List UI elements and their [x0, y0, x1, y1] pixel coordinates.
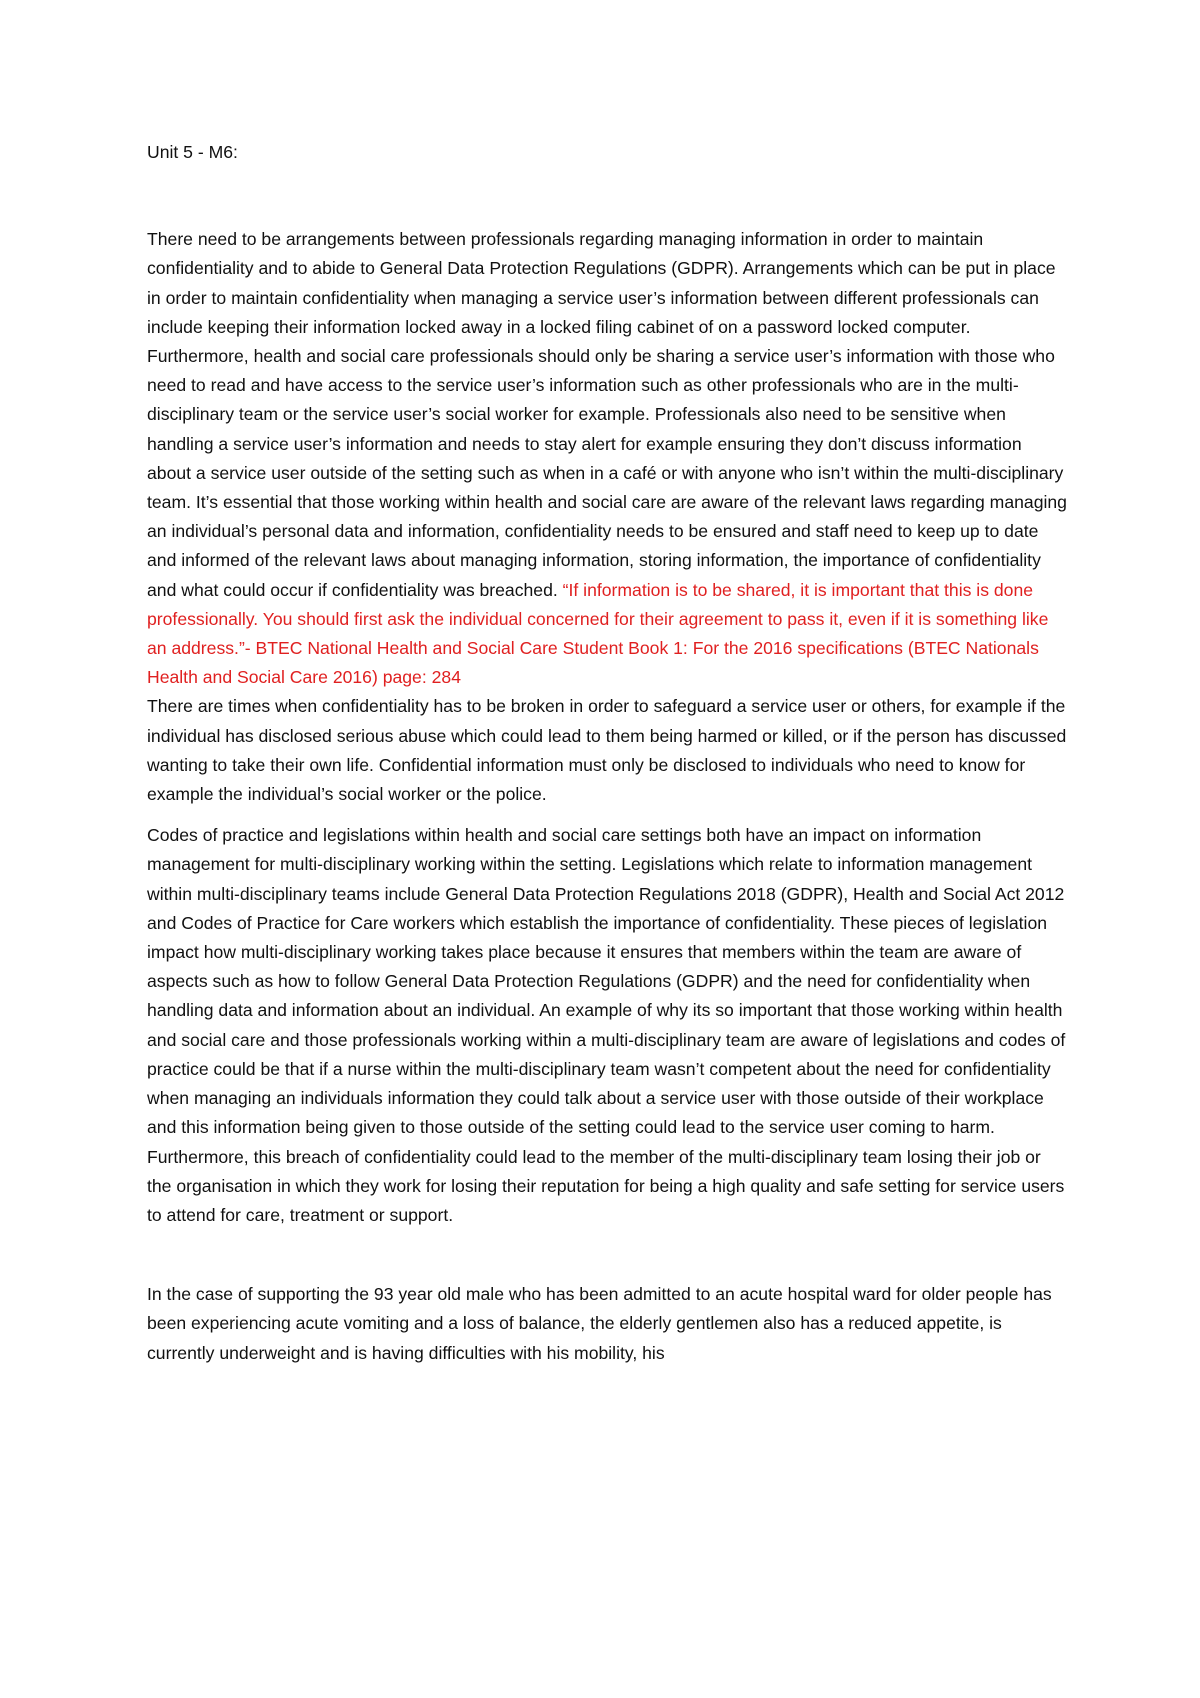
paragraph-case-study: In the case of supporting the 93 year old male who has been admitted to an acute hospital ward for older people has been experiencing acute vomiting and a loss of balance, the elderly gentlemen also has a reduced appetite, is currently underweight and is having difficulties with his mobility, his: [147, 1284, 1052, 1363]
paragraph-text: There need to be arrangements between professionals regarding managing information in order to maintain confidentiality and to abide to General Data Protection Regulations (GDPR). Arrangements which can be put in place in order to maintain confidentiality when managing a service user’s information between different professionals can include keeping their information locked away in a locked filing cabinet of on a password locked computer. Furthermore, health and social care professionals should only be sharing a service user’s information with those who need to read and have access to the service user’s information such as other professionals who are in the multi-disciplinary team or the service user’s social worker for example. Professionals also need to be sensitive when handling a service user’s information and needs to stay alert for example ensuring they don’t discuss information about a service user outside of the setting such as when in a café or with anyone who isn’t within the multi-disciplinary team. It’s essential that those working within health and social care are aware of the relevant laws regarding managing an individual’s personal data and information, confidentiality needs to be ensured and staff need to keep up to date and informed of the relevant laws about managing information, storing information, the importance of confidentiality and what could occur if confidentiality was breached.: [147, 229, 1067, 600]
paragraph-text-continued: There are times when confidentiality has to be broken in order to safeguard a service user or others, for example if the individual has disclosed serious abuse which could lead to them being harmed or killed, or if the person has discussed wanting to take their own life. Confidential information must only be disclosed to individuals who need to know for example the individual’s social worker or the police.: [147, 696, 1067, 805]
document-body: [147, 138, 1067, 1368]
spacer: [147, 809, 1067, 821]
spacer: [147, 167, 1067, 225]
spacer: [147, 1230, 1067, 1280]
document-title: Unit 5 - M6:: [147, 142, 238, 162]
paragraph-confidentiality: [147, 225, 1067, 809]
paragraph-legislation: Codes of practice and legislations within health and social care settings both have an impact on information management for multi-disciplinary working within the setting. Legislations which relate to information management within multi-disciplinary teams include General Data Protection Regulations 2018 (GDPR), Health and Social Act 2012 and Codes of Practice for Care workers which establish the importance of confidentiality. These pieces of legislation impact how multi-disciplinary working takes place because it ensures that members within the team are aware of aspects such as how to follow General Data Protection Regulations (GDPR) and the need for confidentiality when handling data and information about an individual. An example of why its so important that those working within health and social care and those professionals working within a multi-disciplinary team are aware of legislations and codes of practice could be that if a nurse within the multi-disciplinary team wasn’t competent about the need for confidentiality when managing an individuals information they could talk about a service user with those outside of their workplace and this information being given to those outside of the setting could lead to the service user coming to harm. Furthermore, this breach of confidentiality could lead to the member of the multi-disciplinary team losing their job or the organisation in which they work for losing their reputation for being a high quality and safe setting for service users to attend for care, treatment or support.: [147, 825, 1066, 1225]
quoted-citation: “If information is to be shared, it is important that this is done professionally. You should first ask the individual concerned for their agreement to pass it, even if it is something like an address.”- BTEC National Health and Social Care Student Book 1: For the 2016 specifications (BTEC Nationals Health and Social Care 2016) page: 284: [147, 579, 1049, 688]
